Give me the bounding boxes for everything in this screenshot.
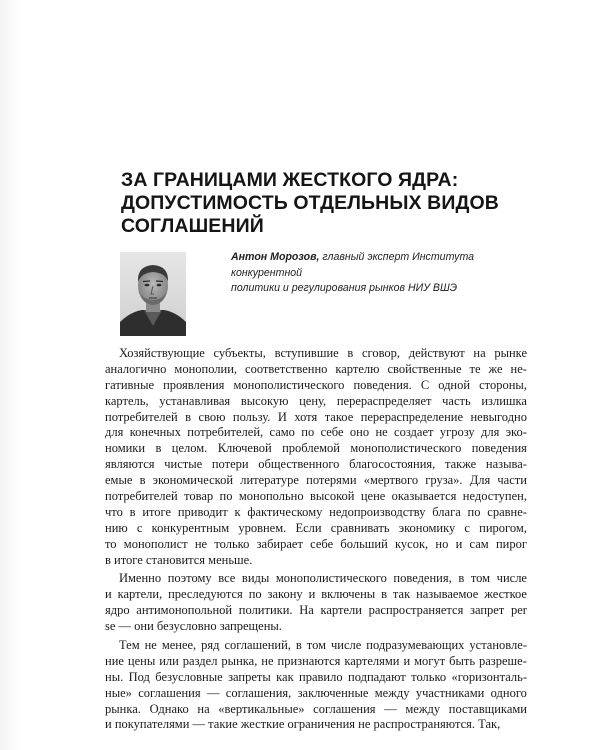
body-line: гативные проявления монополистического поведения. С одной стороны, [105,377,527,392]
body-line: аналогично монополии, соответственно картелю свойственные те же не- [105,361,527,376]
article-title [121,169,521,238]
author-description: главный эксперт Института конкурентной [231,251,475,279]
body-line: ные» соглашения — соглашения, заключенные между участниками одного [105,685,527,700]
body-line: то монополист не только забирает себе больший кусок, но и сам пирог [105,536,527,551]
author-portrait-image [120,252,186,336]
author-line [231,250,531,281]
body-line: потребителей в свою пользу. И хотя такое перераспределение невыгодно [105,409,527,424]
body-line: Хозяйствующие субъекты, вступившие в сговор, действуют на рынке [119,346,527,360]
body-line: номики в целом. Ключевой проблемой монополистического поведения [105,441,527,456]
title-line: ДОПУСТИМОСТЬ ОТДЕЛЬНЫХ ВИДОВ [121,192,499,214]
body-line: ны. Под безусловные запреты как правило подпадают только «горизонталь- [105,669,527,684]
body-line: Тем не менее, ряд соглашений, в том числе подразумевающих установле- [119,638,527,653]
title-line: ЗА ГРАНИЦАМИ ЖЕСТКОГО ЯДРА: [121,169,459,191]
body-line: для конечных потребителей, само по себе оно не создает угрозу для эко- [105,425,527,440]
article-body [105,346,527,733]
body-line: что в итоге приводит к фактическому недопроизводству блага по сравне- [105,504,527,519]
body-line: se — они безусловно запрещены. [105,619,282,634]
author-photo [120,252,186,336]
body-line: нию с конкурентным уровнем. Если сравнивать экономику с пирогом, [105,520,527,535]
body-line: ние цены или раздел рынка, не признаются картелями и могут быть разреше- [105,653,527,668]
body-line: рынка. Однако на «вертикальные» соглашения — между поставщиками [105,701,527,716]
body-line: в итоге становится меньше. [105,552,253,567]
body-line: Именно поэтому все виды монополистического поведения, в том числе [119,571,527,586]
author-description-continued: политики и регулирования рынков НИУ ВШЭ [231,282,458,294]
author-name: Антон Морозов, [231,251,320,263]
body-line: потребителей товар по монопольно высокой цене оказывается недоступен, [105,489,527,504]
body-line: являются чистые потери общественного благосостояния, также называ- [105,457,527,472]
title-line: СОГЛАШЕНИЙ [121,215,264,237]
body-line: емые в экономической литературе потерями «мертвого груза». Для части [105,473,527,488]
body-line: и картели, преследуются по закону и включены в так называемое жесткое [105,587,527,602]
body-line: ядро антимонопольной политики. На картели распространяется запрет per [105,603,527,618]
author-info [231,250,531,297]
body-line: картель, устанавливая высокую цену, перераспределяет часть излишка [105,393,527,408]
body-line: и покупателями — такие жесткие ограничения не распространяются. Так, [105,717,501,732]
